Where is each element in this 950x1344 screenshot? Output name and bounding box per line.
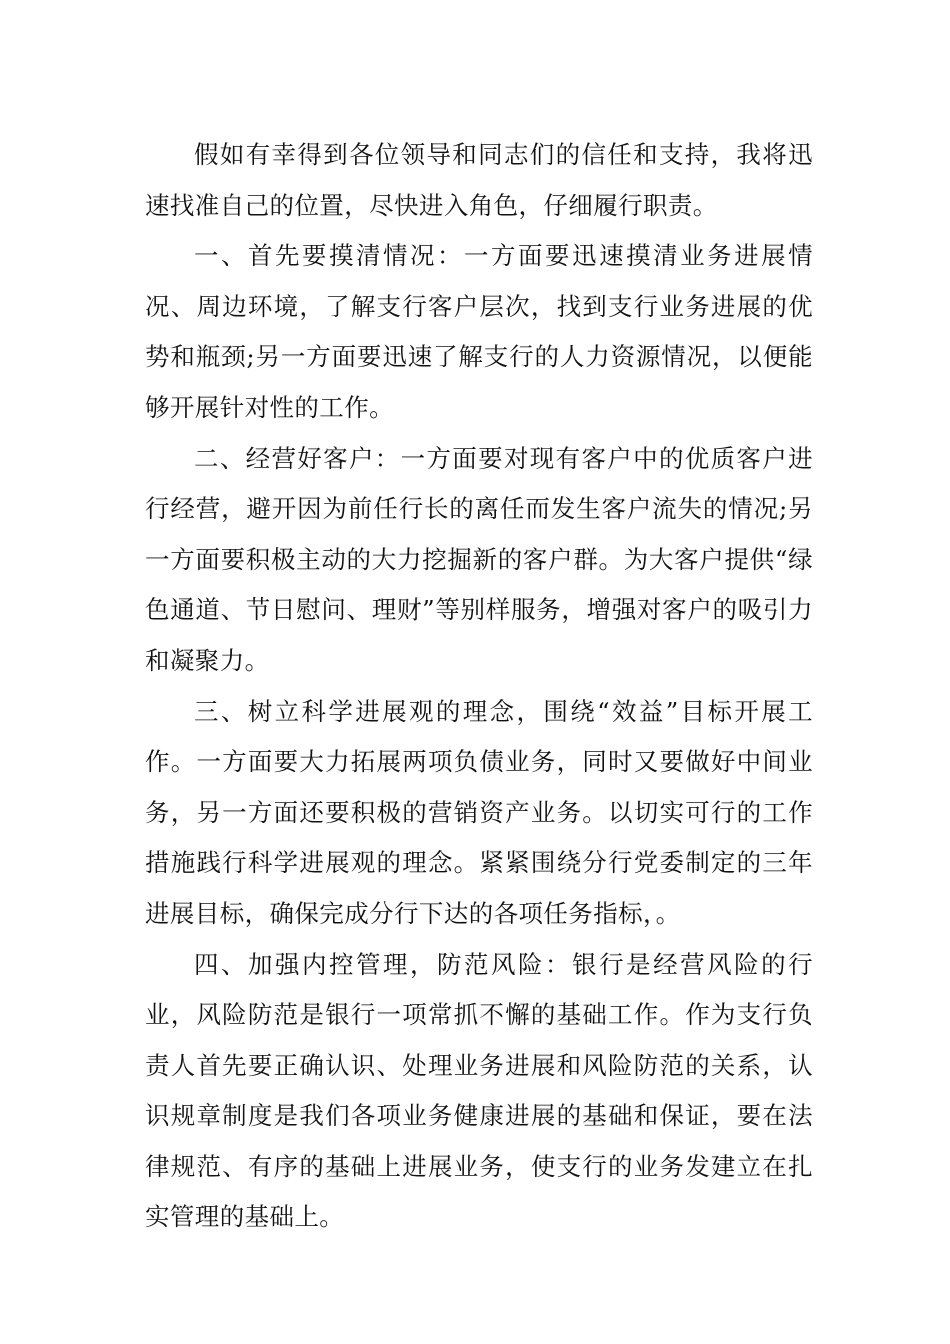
paragraph-point-2: 二、经营好客户：一方面要对现有客户中的优质客户进行经营，避开因为前任行长的离任而发生客户流失的情况;另一方面要积极主动的大力挖掘新的客户群。为大客户提供“绿色通道、节日慰问、理财”等别样服务，增强对客户的吸引力和凝聚力。 — [145, 443, 813, 675]
paragraph-point-4: 四、加强内控管理，防范风险：银行是经营风险的行业，风险防范是银行一项常抓不懈的基础工作。作为支行负责人首先要正确认识、处理业务进展和风险防范的关系，认识规章制度是我们各项业务健康进展的基础和保证，要在法律规范、有序的基础上进展业务，使支行的业务发建立在扎实管理的基础上。 — [145, 949, 813, 1232]
document-body — [145, 130, 813, 1243]
paragraph-point-3: 三、树立科学进展观的理念，围绕“效益”目标开展工作。一方面要大力拓展两项负债业务，同时又要做好中间业务，另一方面还要积极的营销资产业务。以切实可行的工作措施践行科学进展观的理念。紧紧围绕分行党委制定的三年进展目标，确保完成分行下达的各项任务指标，。 — [145, 696, 813, 928]
paragraph-point-1: 一、首先要摸清情况：一方面要迅速摸清业务进展情况、周边环境，了解支行客户层次，找到支行业务进展的优势和瓶颈;另一方面要迅速了解支行的人力资源情况，以便能够开展针对性的工作。 — [145, 241, 813, 422]
paragraph-intro: 假如有幸得到各位领导和同志们的信任和支持，我将迅速找准自己的位置，尽快进入角色，仔细履行职责。 — [145, 140, 813, 220]
